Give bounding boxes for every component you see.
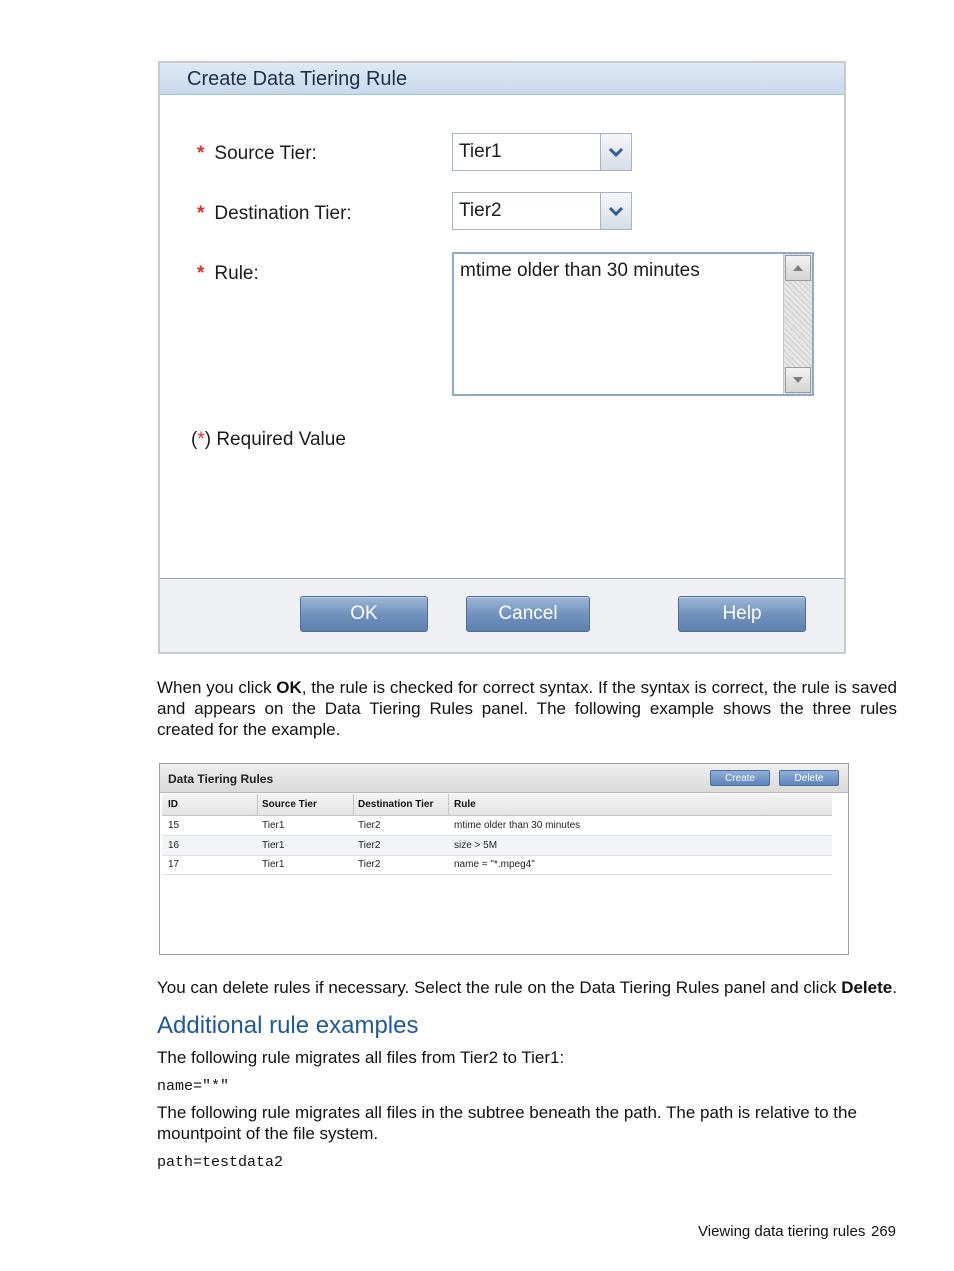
paragraph-rule-example-1: The following rule migrates all files from Tier2 to Tier1:	[157, 1048, 565, 1067]
rule-label	[197, 263, 259, 285]
table-row[interactable]	[162, 855, 832, 875]
rule-textarea[interactable]	[452, 252, 814, 396]
delete-button[interactable]: Delete	[779, 770, 839, 786]
section-heading: Additional rule examples	[157, 1012, 419, 1039]
destination-tier-value: Tier2	[459, 200, 502, 221]
scroll-down-icon[interactable]	[785, 367, 811, 393]
cell-rule: size > 5M	[454, 840, 498, 851]
data-tiering-rules-panel	[159, 763, 849, 955]
chevron-down-icon[interactable]	[600, 193, 631, 229]
destination-tier-label-text: Destination Tier:	[214, 203, 352, 224]
table-row[interactable]	[162, 836, 832, 856]
paragraph-rule-example-2: The following rule migrates all files in the subtree beneath the path. The path is relative to the mountpoint of the file system.	[157, 1103, 857, 1143]
delete-emphasis: Delete	[841, 978, 893, 997]
ok-button[interactable]: OK	[300, 596, 428, 632]
cell-id: 16	[168, 840, 180, 851]
table-header	[162, 794, 832, 816]
required-star: *	[197, 263, 205, 284]
paragraph-delete-explanation	[157, 977, 897, 998]
ok-emphasis: OK	[276, 678, 302, 697]
cell-source-tier: Tier1	[262, 859, 285, 870]
code-example-1: name="*"	[157, 1078, 230, 1095]
create-rule-dialog	[158, 61, 846, 654]
code-example-2: path=testdata2	[157, 1154, 284, 1171]
note-paren: (	[191, 429, 198, 450]
help-button[interactable]: Help	[678, 596, 806, 632]
panel-header	[160, 764, 848, 793]
panel-title: Data Tiering Rules	[168, 772, 274, 786]
source-tier-select[interactable]	[452, 133, 632, 171]
cell-destination-tier: Tier2	[358, 820, 381, 831]
rule-value: mtime older than 30 minutes	[460, 260, 700, 281]
page-number: 269	[871, 1223, 897, 1240]
cell-rule: name = "*.mpeg4"	[454, 859, 535, 870]
rule-label-text: Rule:	[214, 263, 259, 284]
cell-destination-tier: Tier2	[358, 859, 381, 870]
destination-tier-select[interactable]	[452, 192, 632, 230]
paragraph-ok-explanation	[157, 677, 897, 740]
table-row[interactable]	[162, 816, 832, 836]
required-star: *	[197, 143, 205, 164]
vertical-scrollbar[interactable]	[783, 254, 812, 394]
source-tier-value: Tier1	[459, 141, 502, 162]
source-tier-label	[197, 143, 317, 165]
footer-section-title: Viewing data tiering rules	[698, 1223, 866, 1240]
cell-rule: mtime older than 30 minutes	[454, 820, 581, 831]
cell-destination-tier: Tier2	[358, 840, 381, 851]
column-header-source-tier[interactable]: Source Tier	[262, 799, 317, 810]
paragraph-text: You can delete rules if necessary. Select the rule on the Data Tiering Rules panel and click	[157, 978, 842, 997]
required-star: *	[197, 429, 205, 450]
column-header-destination-tier[interactable]: Destination Tier	[358, 799, 434, 810]
column-header-rule[interactable]: Rule	[454, 799, 476, 810]
dialog-footer	[160, 578, 844, 652]
scroll-up-icon[interactable]	[785, 255, 811, 281]
column-header-id[interactable]: ID	[168, 799, 178, 810]
required-star: *	[197, 203, 205, 224]
create-button[interactable]: Create	[710, 770, 770, 786]
cancel-button[interactable]: Cancel	[466, 596, 590, 632]
dialog-title: Create Data Tiering Rule	[160, 63, 844, 95]
cell-source-tier: Tier1	[262, 840, 285, 851]
paragraph-text: , the rule is checked for correct syntax. If the syntax is correct, the rule is saved and appears on the Data Tiering Rules panel. The following example shows the three rules created for the example.	[157, 678, 897, 739]
source-tier-label-text: Source Tier:	[214, 143, 317, 164]
chevron-down-icon[interactable]	[600, 134, 631, 170]
note-text: ) Required Value	[204, 429, 346, 450]
required-value-note	[191, 429, 346, 451]
paragraph-text: .	[892, 978, 897, 997]
cell-source-tier: Tier1	[262, 820, 285, 831]
cell-id: 17	[168, 859, 180, 870]
paragraph-text: When you click	[157, 678, 277, 697]
cell-id: 15	[168, 820, 180, 831]
destination-tier-label	[197, 203, 352, 225]
